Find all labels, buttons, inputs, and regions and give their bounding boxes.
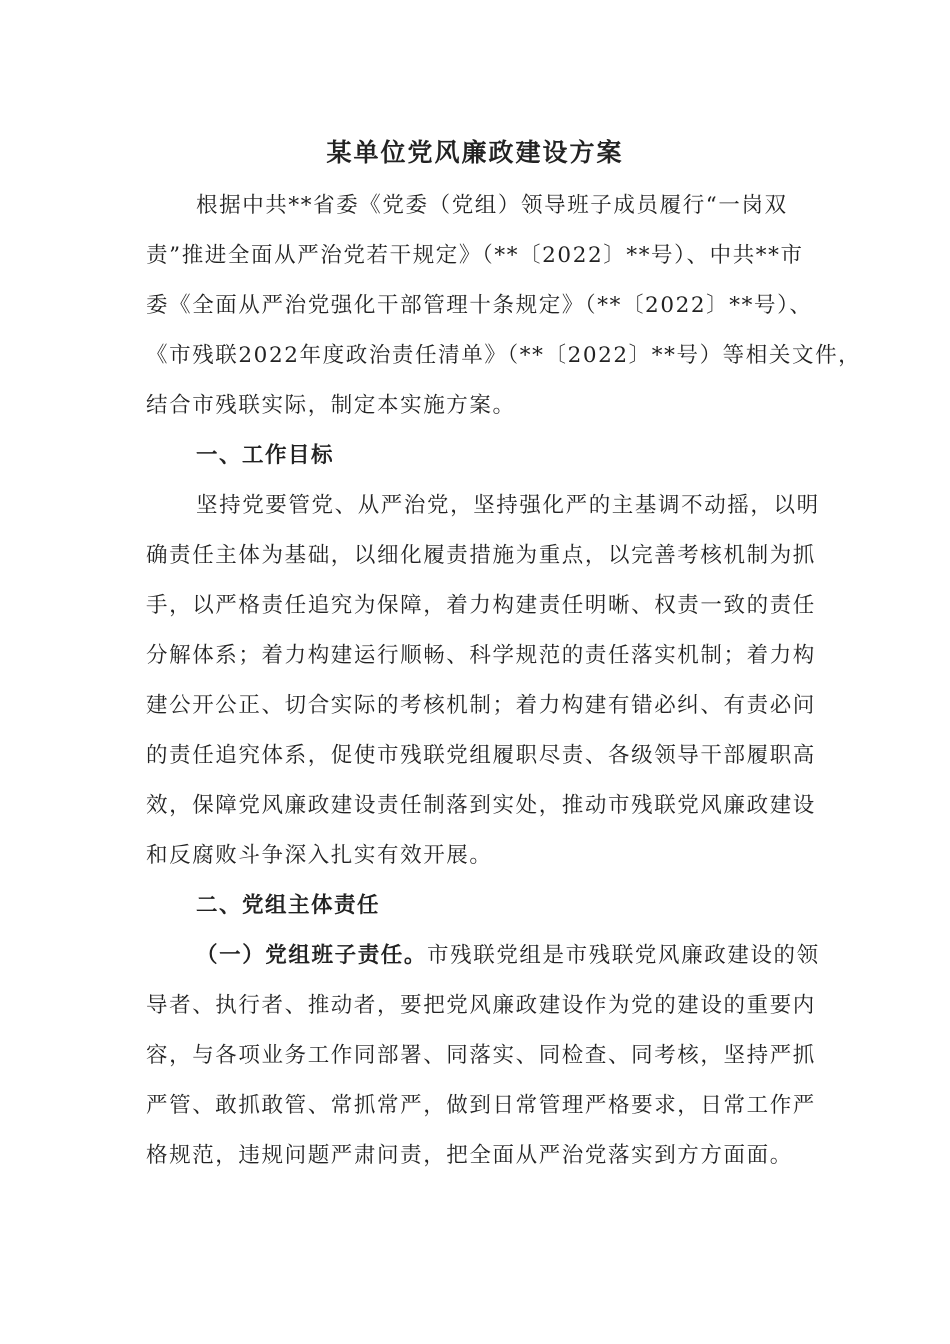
intro-line: 责”推进全面从严治党若干规定》（**〔2022〕**号）、中共**市: [146, 243, 804, 268]
paragraph-line: 建公开公正、切合实际的考核机制；着力构建有错必纠、有责必问: [146, 693, 816, 718]
paragraph-line: 严管、敢抓敢管、常抓常严，做到日常管理严格要求，日常工作严: [146, 1093, 816, 1118]
intro-line: 《市残联2022年度政治责任清单》（**〔2022〕**号）等相关文件，: [146, 343, 862, 368]
paragraph-line: 导者、执行者、推动者，要把党风廉政建设作为党的建设的重要内: [146, 993, 816, 1018]
intro-line: 结合市残联实际，制定本实施方案。: [146, 393, 516, 418]
paragraph-line: 坚持党要管党、从严治党，坚持强化严的主基调不动摇，以明: [196, 493, 820, 518]
paragraph-line: 和反腐败斗争深入扎实有效开展。: [146, 843, 493, 868]
paragraph-line: [196, 940, 820, 972]
section-heading-goals: 一、工作目标: [196, 443, 335, 468]
paragraph-line: 格规范，违规问题严肃问责，把全面从严治党落实到方方面面。: [146, 1143, 793, 1168]
document-title: 某单位党风廉政建设方案: [326, 138, 624, 167]
subsection-label: （一）党组班子责任。: [196, 943, 428, 968]
paragraph-line: 容，与各项业务工作同部署、同落实、同检查、同考核，坚持严抓: [146, 1043, 816, 1068]
paragraph-line: 确责任主体为基础，以细化履责措施为重点，以完善考核机制为抓: [146, 543, 816, 568]
paragraph-line: 效，保障党风廉政建设责任制落到实处，推动市残联党风廉政建设: [146, 793, 816, 818]
intro-line: 根据中共**省委《党委（党组）领导班子成员履行“一岗双: [196, 193, 788, 218]
paragraph-line: 分解体系；着力构建运行顺畅、科学规范的责任落实机制；着力构: [146, 643, 816, 668]
paragraph-line: 的责任追究体系，促使市残联党组履职尽责、各级领导干部履职高: [146, 743, 816, 768]
subsection-text: 市残联党组是市残联党风廉政建设的领: [427, 943, 820, 968]
paragraph-line: 手，以严格责任追究为保障，着力构建责任明晰、权责一致的责任: [146, 593, 816, 618]
section-heading-responsibility: 二、党组主体责任: [196, 893, 381, 918]
intro-line: 委《全面从严治党强化干部管理十条规定》（**〔2022〕**号）、: [146, 293, 813, 318]
